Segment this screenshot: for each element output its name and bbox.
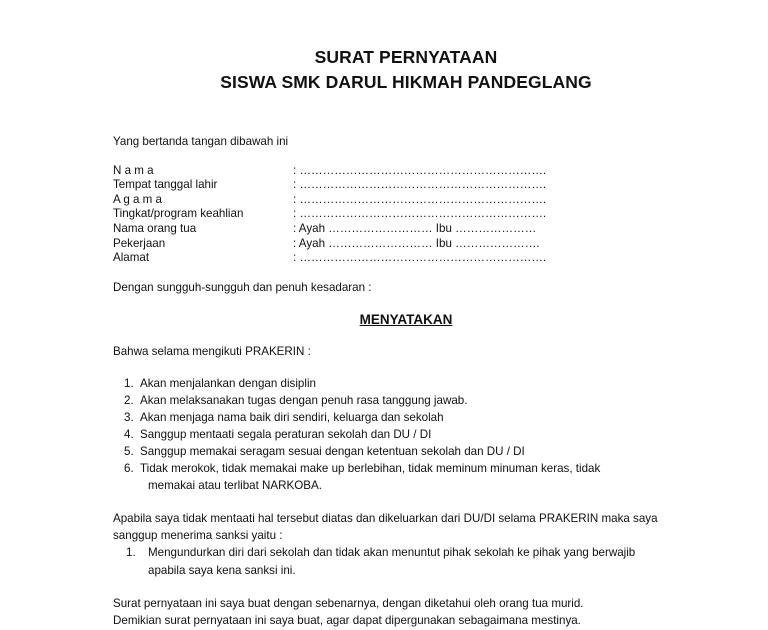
field-value-orang-tua: : Ayah ……………………… Ibu …………………	[293, 222, 537, 235]
sanction-intro-line2: sanggup menerima sanksi yaitu :	[113, 529, 283, 542]
field-label-alamat: Alamat	[113, 251, 150, 264]
field-value-alamat: : ……………………………………………………….	[293, 251, 547, 264]
list-item	[124, 462, 704, 475]
list-text: Akan melaksanakan tugas dengan penuh rasa tanggung jawab.	[140, 394, 468, 407]
field-label-nama: N a m a	[113, 164, 154, 177]
commitment-text: Dengan sungguh-sungguh dan penuh kesadaran :	[113, 281, 372, 294]
list-text: Tidak merokok, tidak memakai make up berlebihan, tidak meminum minuman keras, tidak	[140, 462, 601, 475]
list-text: Akan menjalankan dengan disiplin	[140, 377, 316, 390]
list-number: 5.	[124, 445, 134, 458]
field-label-pekerjaan: Pekerjaan	[113, 237, 166, 250]
list-text: Sanggup memakai seragam sesuai dengan ketentuan sekolah dan DU / DI	[140, 445, 525, 458]
field-label-orang-tua: Nama orang tua	[113, 222, 197, 235]
list-number: 1.	[124, 377, 134, 390]
during-text: Bahwa selama mengikuti PRAKERIN :	[113, 345, 311, 358]
list-text: Sanggup mentaati segala peraturan sekolah dan DU / DI	[140, 428, 432, 441]
list-item	[124, 394, 467, 407]
field-value-agama: : ……………………………………………………….	[293, 193, 547, 206]
list-number: 4.	[124, 428, 134, 441]
field-value-pekerjaan: : Ayah ……………………… Ibu ………………….	[293, 237, 540, 250]
list-item	[124, 377, 316, 390]
intro-text: Yang bertanda tangan dibawah ini	[113, 135, 289, 148]
sanction-intro-line1: Apabila saya tidak mentaati hal tersebut diatas dan dikeluarkan dari DU/DI selama PRAKERIN maka saya	[113, 512, 658, 525]
list-item	[124, 428, 431, 441]
closing-line1: Surat pernyataan ini saya buat dengan sebenarnya, dengan diketahui oleh orang tua murid.	[113, 597, 584, 610]
sanction-number: 1.	[126, 546, 136, 559]
declare-heading: MENYATAKAN	[359, 312, 453, 327]
list-number: 2.	[124, 394, 134, 407]
document-subtitle: SISWA SMK DARUL HIKMAH PANDEGLANG	[220, 72, 592, 92]
list-item	[124, 445, 525, 458]
field-value-tingkat: : ……………………………………………………….	[293, 207, 547, 220]
sanction-continuation: apabila saya kena sanksi ini.	[148, 564, 296, 577]
document-title: SURAT PERNYATAAN	[314, 47, 498, 67]
list-item-continuation: memakai atau terlibat NARKOBA.	[148, 479, 322, 492]
closing-line2: Demikian surat pernyataan ini saya buat, agar dapat dipergunakan sebagaimana mestinya.	[113, 614, 581, 627]
list-item	[124, 411, 444, 424]
field-value-nama: : ……………………………………………………….	[293, 164, 547, 177]
list-number: 3.	[124, 411, 134, 424]
field-label-tingkat: Tingkat/program keahlian	[113, 207, 244, 220]
list-number: 6.	[124, 462, 134, 475]
sanction-text: Mengundurkan diri dari sekolah dan tidak akan menuntut pihak sekolah ke pihak yang berwajib	[148, 546, 636, 559]
field-label-agama: A g a m a	[113, 193, 162, 206]
field-label-ttl: Tempat tanggal lahir	[113, 178, 218, 191]
field-value-ttl: : ……………………………………………………….	[293, 178, 547, 191]
sanction-item	[126, 546, 635, 559]
list-text: Akan menjaga nama baik diri sendiri, keluarga dan sekolah	[140, 411, 444, 424]
